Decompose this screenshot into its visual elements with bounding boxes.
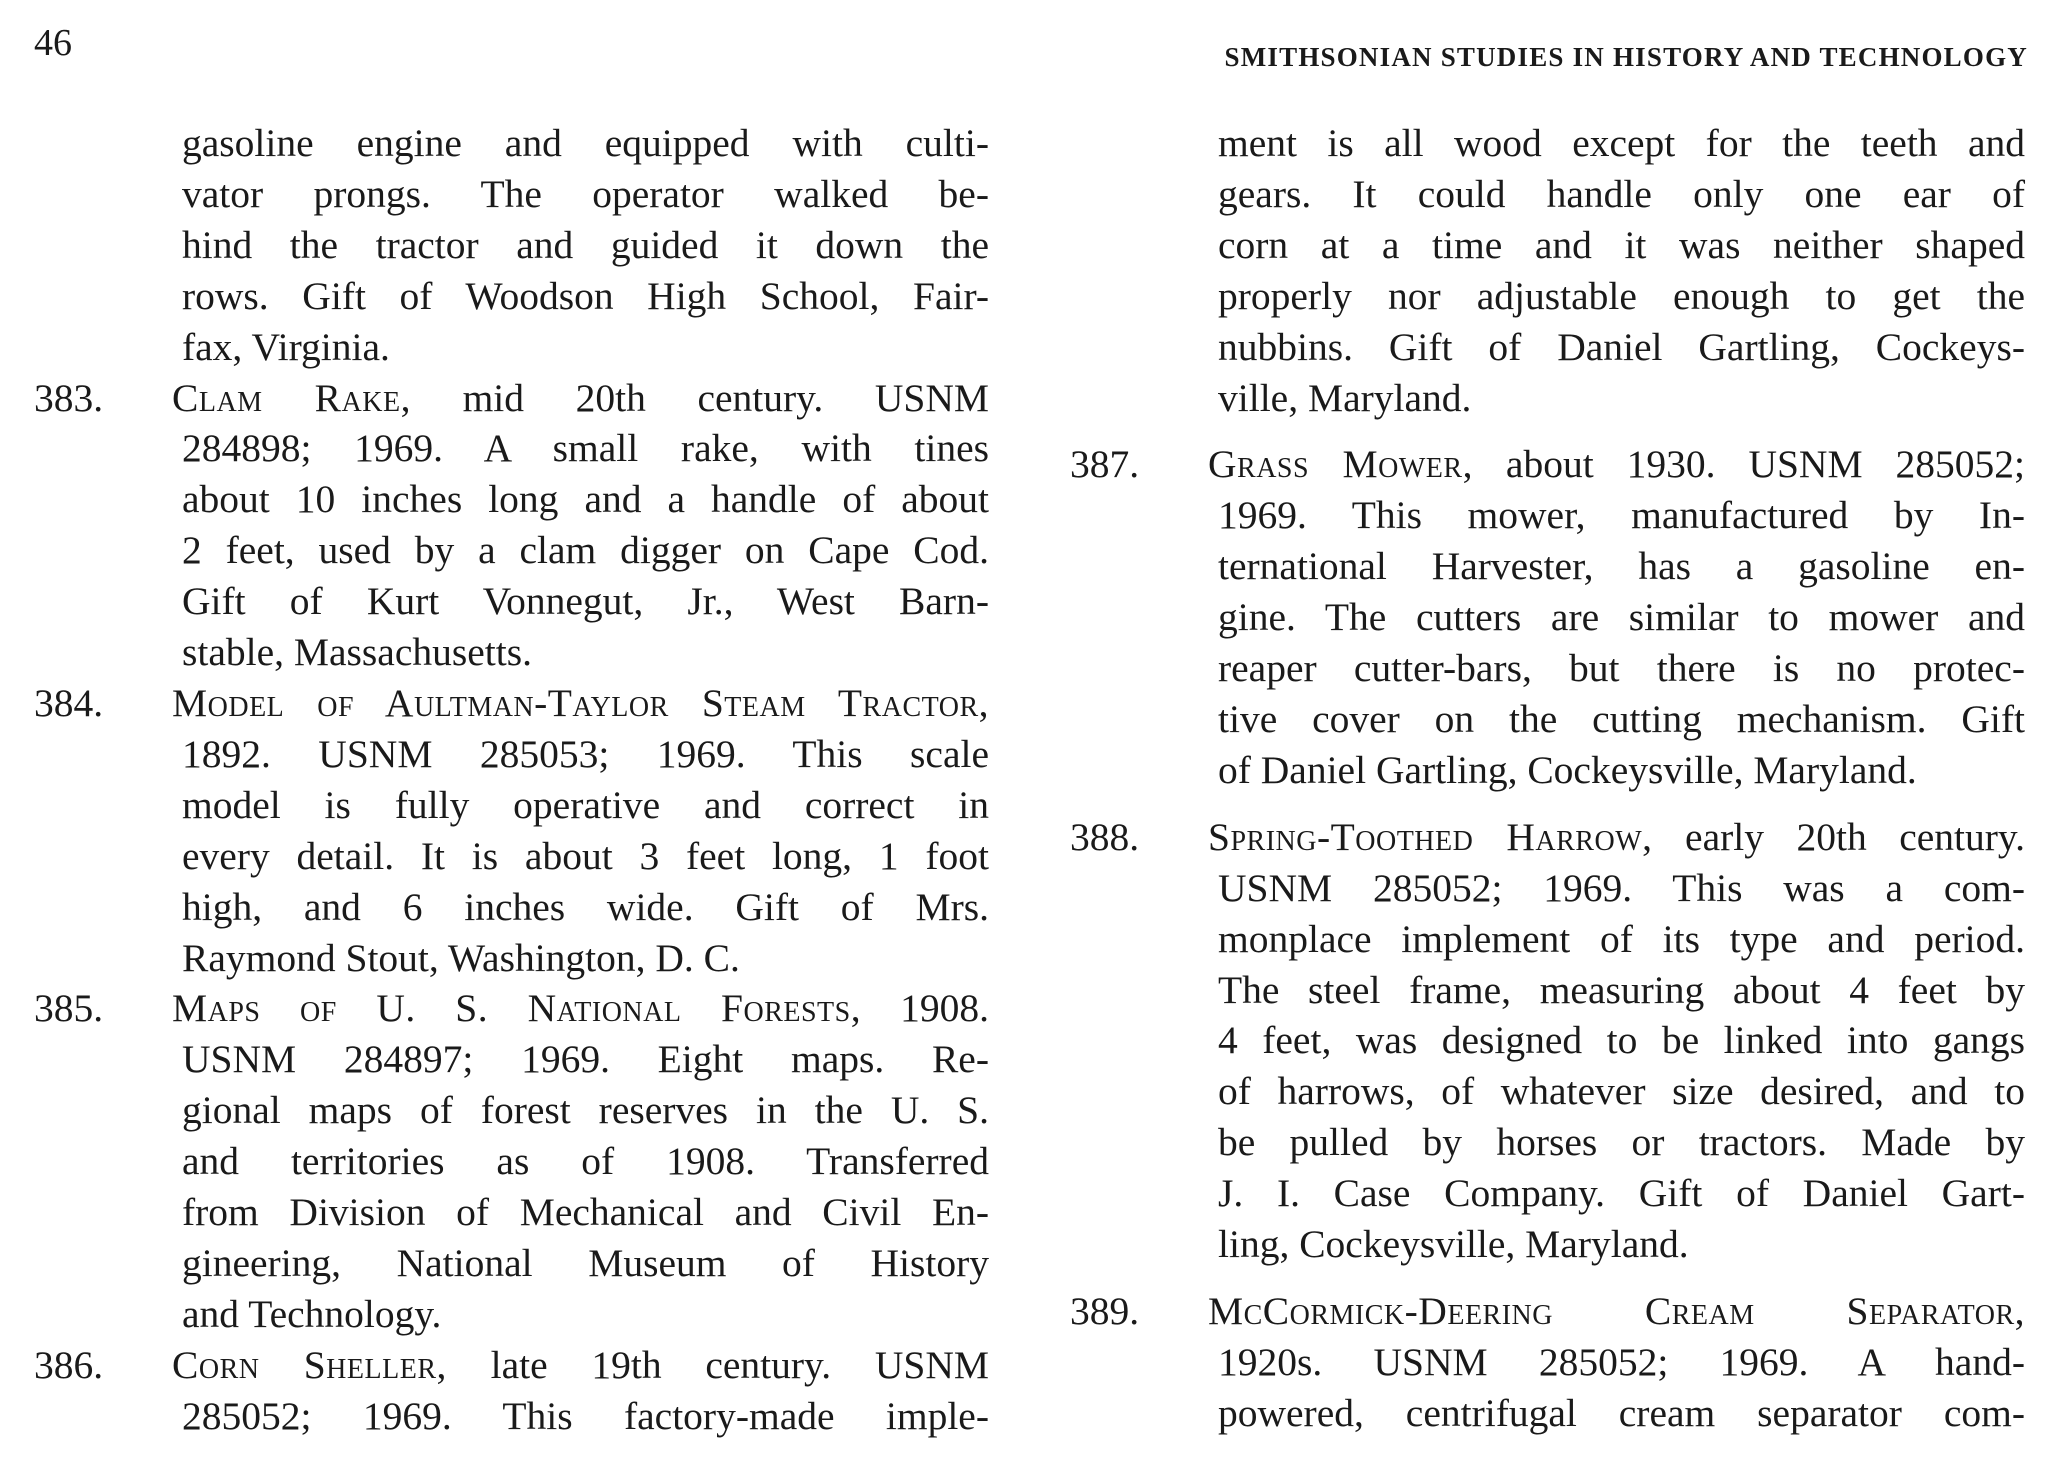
- entry-title: Corn Sheller,: [172, 1342, 447, 1387]
- text-line: tive cover on the cutting mechanism. Gift: [1218, 696, 2025, 741]
- entry-title: Model of Aultman-Taylor Steam Tractor,: [172, 680, 989, 725]
- catalog-entry-389: [1070, 1286, 2025, 1439]
- text-line: properly nor adjustable enough to get the: [1218, 273, 2025, 318]
- text-line: gears. It could handle only one ear of: [1218, 171, 2025, 216]
- catalog-entry-386: [34, 1340, 989, 1442]
- right-column: [1070, 118, 2025, 1439]
- text-line: J. I. Case Company. Gift of Daniel Gart-: [1218, 1171, 2025, 1216]
- entry-title: Spring-Toothed Harrow,: [1208, 814, 1653, 859]
- entry-number: 384.: [34, 680, 104, 725]
- text-line: ville, Maryland.: [1218, 375, 1472, 420]
- entry-title: McCormick-Deering Cream Separator,: [1208, 1288, 2025, 1333]
- entry-first-line: [1208, 1286, 2025, 1337]
- text-line: gine. The cutters are similar to mower and: [1218, 595, 2025, 640]
- text-line: vator prongs. The operator walked be-: [182, 171, 989, 216]
- entry-number: 389.: [1070, 1288, 1140, 1333]
- text-line: ternational Harvester, has a gasoline en-: [1218, 544, 2025, 589]
- text-line: Raymond Stout, Washington, D. C.: [182, 935, 740, 980]
- text-line: of Daniel Gartling, Cockeysville, Maryland.: [1218, 747, 1917, 792]
- text-line: USNM 285052; 1969. This was a com-: [1218, 865, 2025, 910]
- text-line: fax, Virginia.: [182, 324, 390, 369]
- left-column: [34, 118, 989, 1442]
- text-line: 1892. USNM 285053; 1969. This scale: [182, 731, 989, 776]
- text-line: monplace implement of its type and period.: [1218, 916, 2025, 961]
- catalog-entry-385: [34, 983, 989, 1339]
- text-line: USNM 284897; 1969. Eight maps. Re-: [182, 1037, 989, 1082]
- text-line: 1920s. USNM 285052; 1969. A hand-: [1218, 1339, 2025, 1384]
- text-line: 2 feet, used by a clam digger on Cape Cod.: [182, 528, 989, 573]
- text-line: nubbins. Gift of Daniel Gartling, Cockeys-: [1218, 324, 2025, 369]
- entry-number: 386.: [34, 1342, 104, 1387]
- entry-number: 387.: [1070, 442, 1140, 487]
- text-line: ling, Cockeysville, Maryland.: [1218, 1222, 1689, 1267]
- text-line: gional maps of forest reserves in the U. S.: [182, 1088, 989, 1133]
- catalog-entry-384: [34, 678, 989, 983]
- text-line: and Technology.: [182, 1291, 442, 1336]
- entry-first-line: [172, 678, 989, 729]
- text-line: reaper cutter-bars, but there is no protec-: [1218, 646, 2025, 691]
- text-line: corn at a time and it was neither shaped: [1218, 222, 2025, 267]
- continuation-paragraph: [34, 118, 989, 373]
- text-line: about 10 inches long and a handle of about: [182, 477, 989, 522]
- entry-first-line-text: mid 20th century. USNM: [462, 375, 989, 420]
- catalog-entry-387: [1070, 439, 2025, 795]
- text-line: 1969. This mower, manufactured by In-: [1218, 493, 2025, 538]
- text-line: Gift of Kurt Vonnegut, Jr., West Barn-: [182, 579, 989, 624]
- text-line: hind the tractor and guided it down the: [182, 222, 989, 267]
- entry-number: 383.: [34, 375, 104, 420]
- text-line: every detail. It is about 3 feet long, 1 foot: [182, 833, 989, 878]
- entry-first-line-text: about 1930. USNM 285052;: [1505, 442, 2026, 487]
- text-line: 4 feet, was designed to be linked into gangs: [1218, 1018, 2025, 1063]
- entry-title: Grass Mower,: [1208, 442, 1473, 487]
- entry-first-line: [172, 983, 989, 1034]
- text-line: powered, centrifugal cream separator com-: [1218, 1390, 2025, 1435]
- text-line: be pulled by horses or tractors. Made by: [1218, 1120, 2025, 1165]
- text-line: The steel frame, measuring about 4 feet by: [1218, 967, 2025, 1012]
- text-line: gasoline engine and equipped with culti-: [182, 121, 989, 165]
- text-line: rows. Gift of Woodson High School, Fair-: [182, 273, 989, 318]
- text-line: of harrows, of whatever size desired, and to: [1218, 1069, 2025, 1114]
- entry-title: Clam Rake,: [172, 375, 411, 420]
- text-line: 285052; 1969. This factory-made imple-: [182, 1393, 989, 1438]
- text-line: from Division of Mechanical and Civil En-: [182, 1190, 989, 1235]
- entry-first-line-text: early 20th century.: [1685, 814, 2025, 859]
- entry-first-line: [1208, 812, 2025, 863]
- catalog-entry-383: [34, 373, 989, 678]
- page-number: 46: [34, 22, 72, 64]
- running-head: SMITHSONIAN STUDIES IN HISTORY AND TECHNOLOGY: [1224, 42, 2028, 72]
- entry-first-line: [172, 1340, 989, 1391]
- entry-number: 385.: [34, 986, 104, 1031]
- entry-first-line-text: 1908.: [900, 986, 990, 1031]
- entry-first-line: [172, 373, 989, 424]
- continuation-paragraph: [1070, 118, 2025, 423]
- text-line: 284898; 1969. A small rake, with tines: [182, 426, 989, 471]
- entry-title: Maps of U. S. National Forests,: [172, 986, 862, 1031]
- text-line: ment is all wood except for the teeth and: [1218, 121, 2025, 165]
- entry-first-line: [1208, 439, 2025, 490]
- entry-first-line-text: late 19th century. USNM: [490, 1342, 989, 1387]
- entry-number: 388.: [1070, 814, 1140, 859]
- text-line: and territories as of 1908. Transferred: [182, 1139, 989, 1184]
- text-line: model is fully operative and correct in: [182, 782, 989, 827]
- text-line: stable, Massachusetts.: [182, 630, 532, 675]
- text-line: high, and 6 inches wide. Gift of Mrs.: [182, 884, 989, 929]
- text-line: gineering, National Museum of History: [182, 1240, 989, 1285]
- catalog-entry-388: [1070, 812, 2025, 1270]
